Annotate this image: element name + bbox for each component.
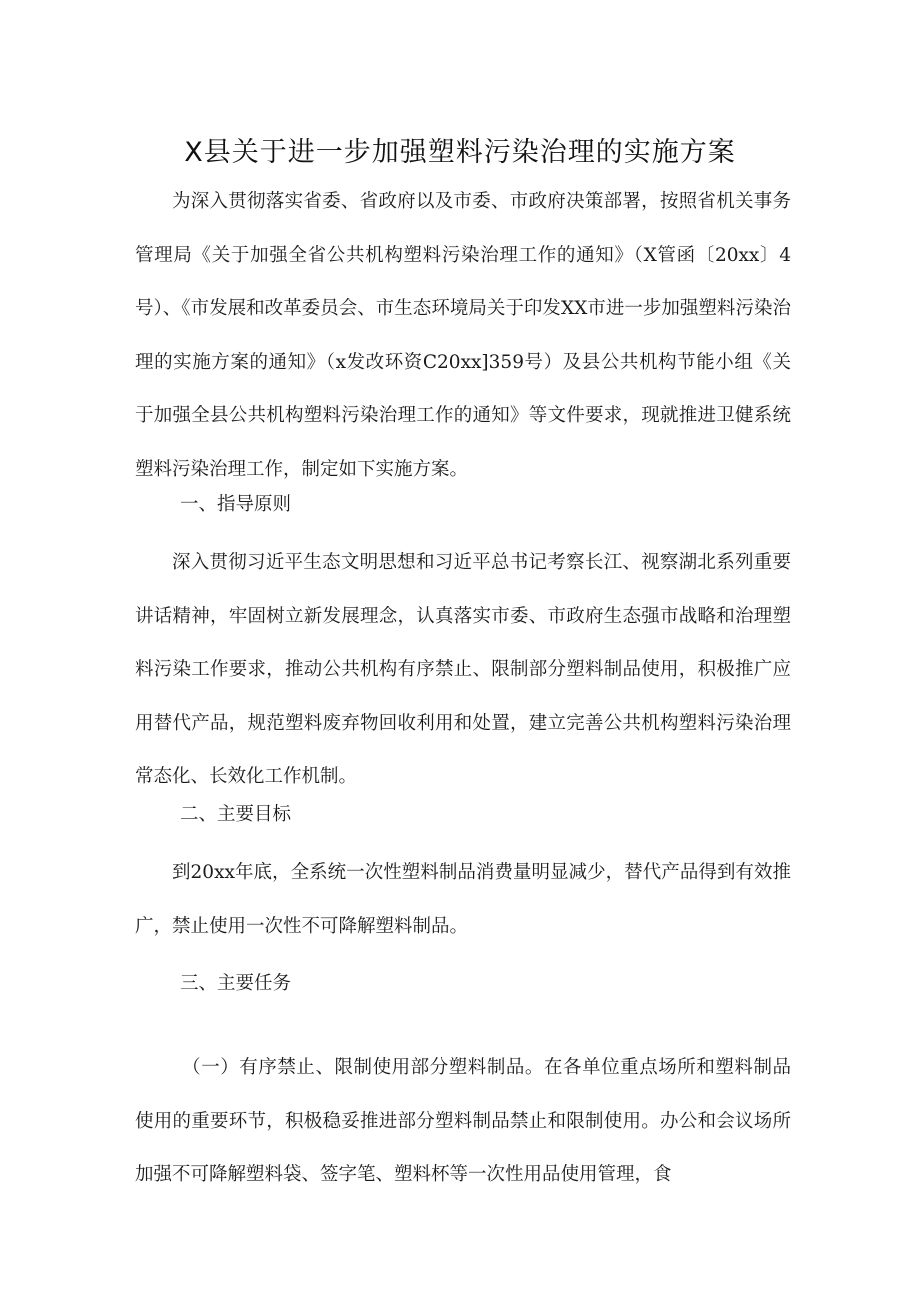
section-heading-main-goals: 二、主要目标 [180,804,292,825]
main-tasks-item-1-paragraph: （一）有序禁止、限制使用部分塑料制品。在各单位重点场所和塑料制品使用的重要环节，积极稳妥推进部分塑料制品禁止和限制使用。办公和会议场所加强不可降解塑料袋、签字笔、塑料杯等一次性用品使用管理，食 [135,1057,791,1185]
section-heading-main-tasks: 三、主要任务 [180,973,292,994]
section-heading-guiding-principles: 一、指导原则 [180,494,292,515]
document-title: X县关于进一步加强塑料污染治理的实施方案 [184,137,736,168]
intro-paragraph: 为深入贯彻落实省委、省政府以及市委、市政府决策部署，按照省机关事务管理局《关于加强全省公共机构塑料污染治理工作的通知》（X管函〔20xx〕4号）、《市发展和改革委员会、市生态环境局关于印发XX市进一步加强塑料污染治理的实施方案的通知》（x发改环资C20xx]359号）及县公共机构节能小组《关于加强全县公共机构塑料污染治理工作的通知》等文件要求，现就推进卫健系统塑料污染治理工作，制定如下实施方案。 [135,191,791,480]
guiding-principles-paragraph: 深入贯彻习近平生态文明思想和习近平总书记考察长江、视察湖北系列重要讲话精神，牢固树立新发展理念，认真落实市委、市政府生态强市战略和治理塑料污染工作要求，推动公共机构有序禁止、限制部分塑料制品使用，积极推广应用替代产品，规范塑料废弃物回收利用和处置，建立完善公共机构塑料污染治理常态化、长效化工作机制。 [135,552,791,787]
main-goals-paragraph: 到20xx年底，全系统一次性塑料制品消费量明显减少，替代产品得到有效推广，禁止使用一次性不可降解塑料制品。 [135,862,791,937]
